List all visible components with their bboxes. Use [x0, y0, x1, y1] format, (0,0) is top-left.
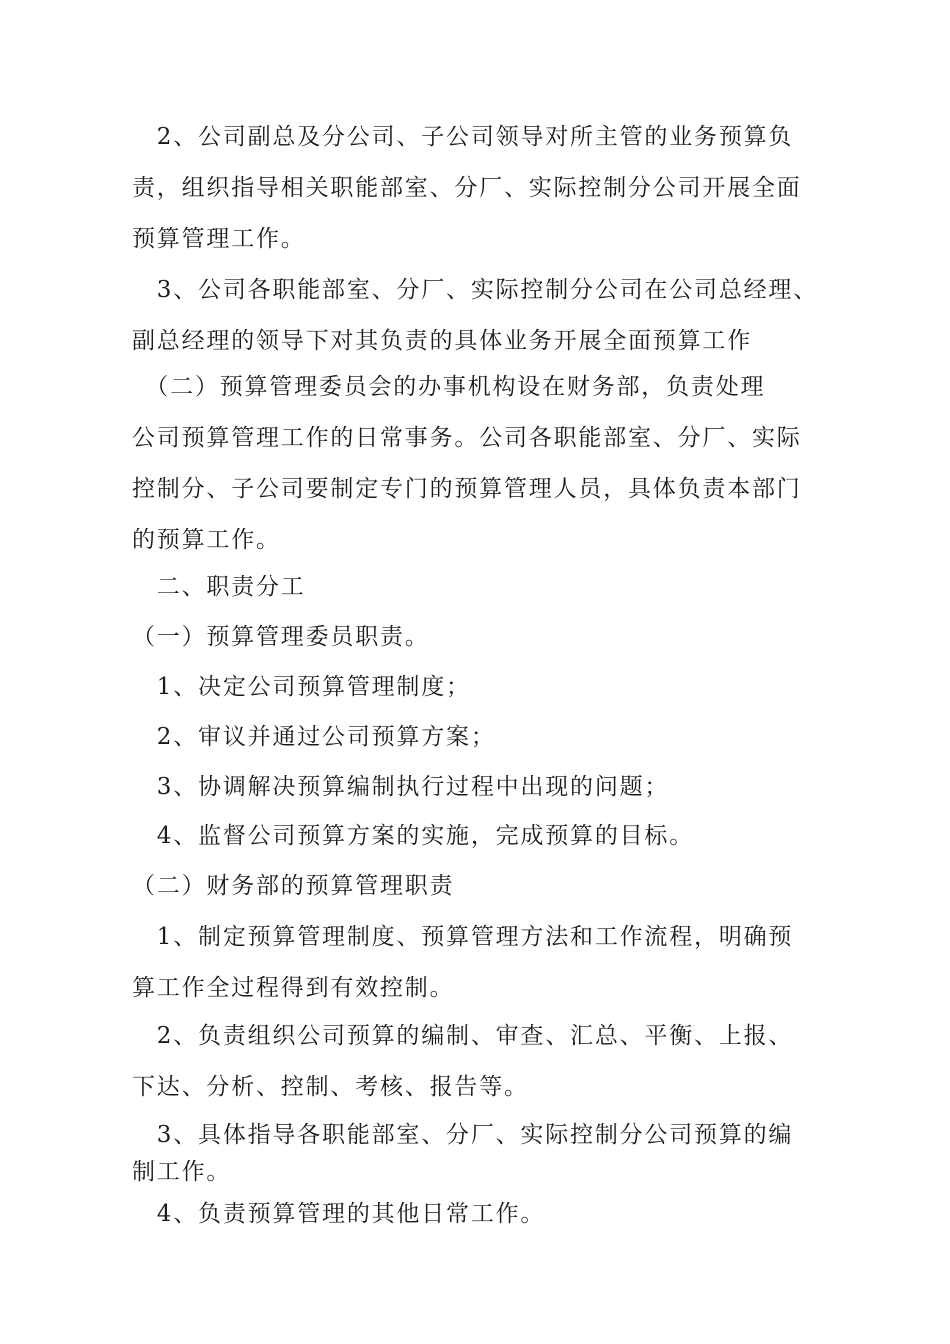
text-line: 的预算工作。 [132, 527, 281, 553]
list-item [132, 1189, 837, 1240]
text-line: 2、审议并通过公司预算方案； [132, 724, 496, 750]
text-line: 1、制定预算管理制度、预算管理方法和工作流程，明确预 [132, 924, 794, 950]
list-item [132, 662, 837, 713]
text-line: 2、公司副总及分公司、子公司领导对所主管的业务预算负 [132, 124, 794, 150]
text-line: 下达、分析、控制、考核、报告等。 [132, 1074, 529, 1100]
list-item [132, 762, 837, 813]
paragraph-departments-duties [132, 265, 837, 367]
text-line: 算工作全过程得到有效控制。 [132, 975, 455, 1001]
subsection-heading-committee [132, 612, 837, 663]
text-line: 1、决定公司预算管理制度； [132, 674, 471, 700]
list-item [132, 1117, 837, 1191]
text-line: 公司预算管理工作的日常事务。公司各职能部室、分厂、实际 [132, 425, 802, 451]
subsection-heading-finance [132, 861, 837, 912]
text-line: 责，组织指导相关职能部室、分厂、实际控制分公司开展全面 [132, 175, 802, 201]
text-line: 3、协调解决预算编制执行过程中出现的问题； [132, 774, 670, 800]
text-line: 2、负责组织公司预算的编制、审查、汇总、平衡、上报、 [132, 1023, 794, 1049]
text-line: 副总经理的领导下对其负责的具体业务开展全面预算工作 [132, 328, 752, 354]
text-line: 3、公司各职能部室、分厂、实际控制分公司在公司总经理、 [132, 277, 819, 303]
paragraph-committee-office [132, 362, 837, 566]
text-line: （二）预算管理委员会的办事机构设在财务部，负责处理 [132, 374, 766, 400]
text-line: 4、监督公司预算方案的实施，完成预算的目标。 [132, 823, 695, 849]
text-line: 制工作。 [132, 1159, 232, 1185]
text-line: 4、负责预算管理的其他日常工作。 [132, 1201, 546, 1227]
text-line: 二、职责分工 [132, 574, 306, 600]
list-item [132, 912, 837, 1014]
list-item [132, 811, 837, 862]
text-line: （一）预算管理委员职责。 [132, 624, 430, 650]
text-line: 预算管理工作。 [132, 226, 306, 252]
text-line: 控制分、子公司要制定专门的预算管理人员，具体负责本部门 [132, 476, 802, 502]
section-heading-responsibilities [132, 562, 837, 613]
paragraph-vp-duties [132, 112, 837, 265]
text-line: 3、具体指导各职能部室、分厂、实际控制分公司预算的编 [132, 1122, 794, 1148]
list-item [132, 712, 837, 763]
text-line: （二）财务部的预算管理职责 [132, 873, 455, 899]
list-item [132, 1011, 837, 1113]
